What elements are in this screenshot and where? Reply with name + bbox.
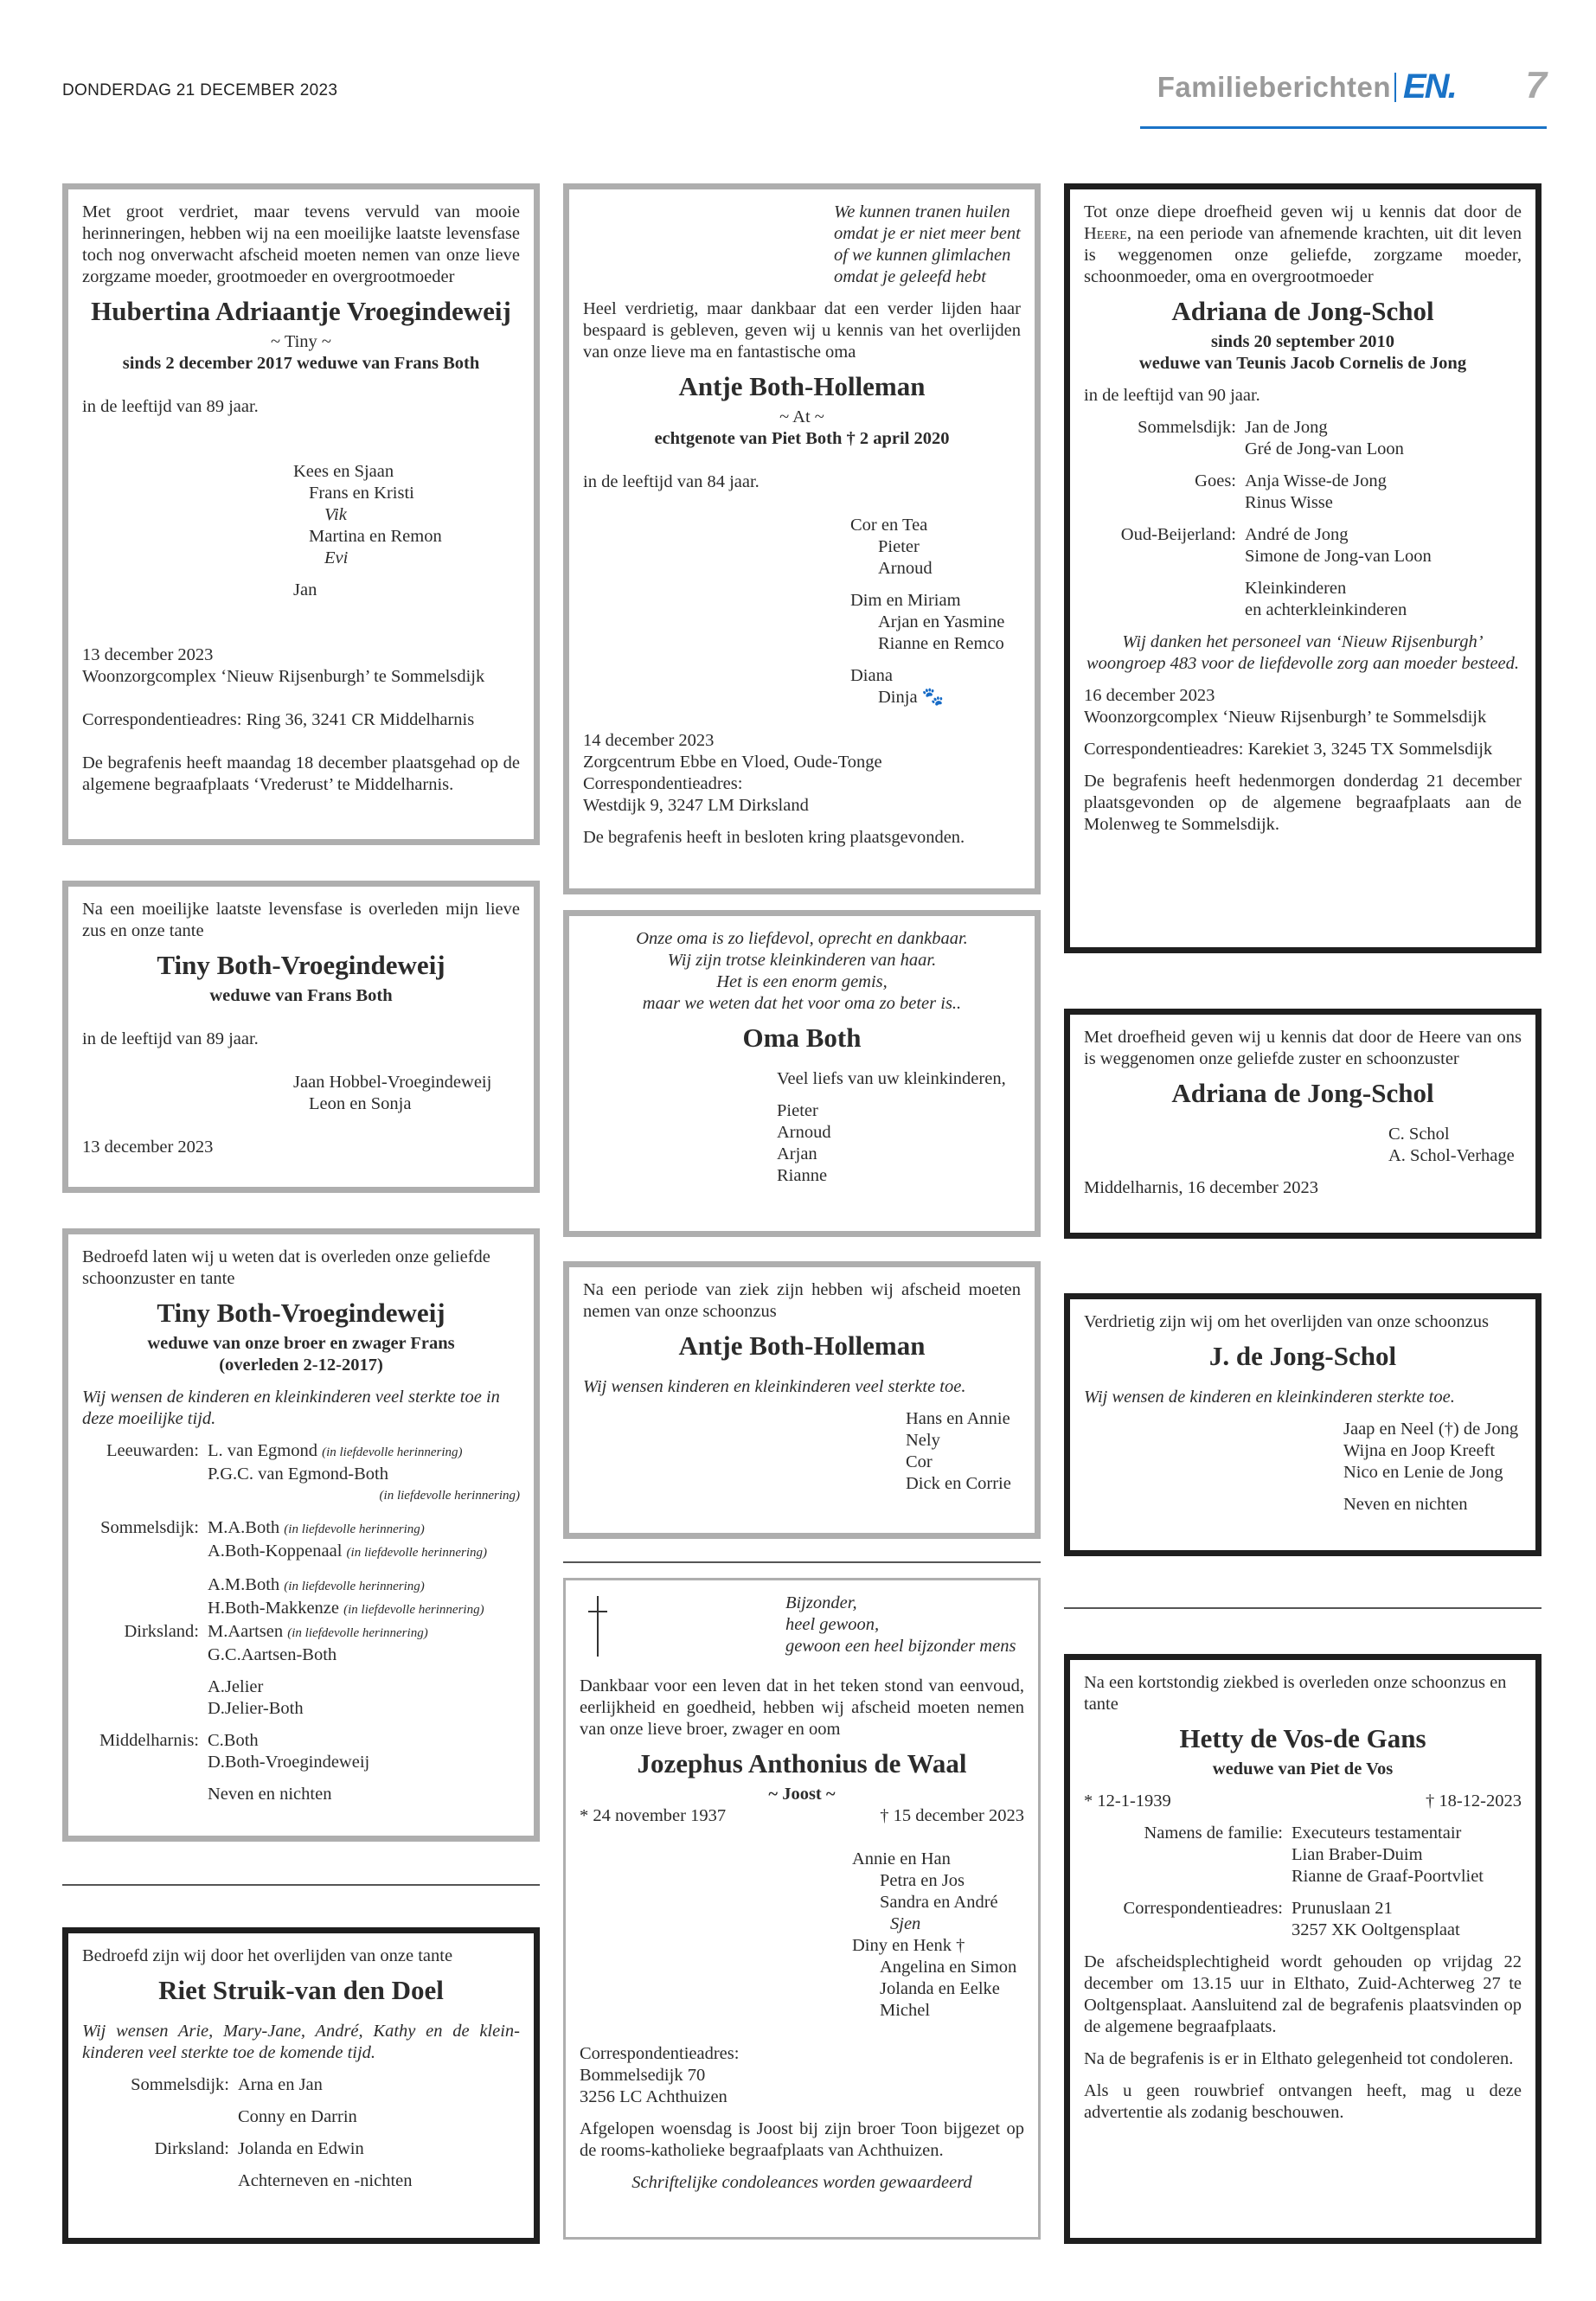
deceased-name: Riet Struik-van den Doel xyxy=(158,1975,444,2005)
family-member: Gré de Jong-van Loon xyxy=(1245,439,1404,458)
funeral-note: De begrafenis heeft in besloten kring plaatsgevonden. xyxy=(583,828,965,847)
family-member: Dim en Miriam xyxy=(850,591,961,610)
obituary-de-vos xyxy=(1064,1654,1542,2244)
poem-line: omdat je geleefd hebt xyxy=(834,267,986,286)
condolence-note: Na de begrafenis is er in Elthato gelegenheid tot condoleren. xyxy=(1084,2049,1514,2068)
deceased-name: Antje Both-Holleman xyxy=(678,1330,926,1361)
place-label: Dirksland: xyxy=(154,2139,229,2158)
place-label: Dirksland: xyxy=(124,1622,199,1641)
family-member: H.Both-Makkenze xyxy=(208,1599,339,1618)
poem xyxy=(583,928,1021,1015)
obituary-vroegindeweij-family xyxy=(62,183,540,845)
family-member: Pieter xyxy=(878,537,920,556)
family-member: Jan xyxy=(293,580,317,599)
widow-note: sinds 2 december 2017 weduwe van Frans Both xyxy=(122,354,480,373)
family-member: Hans en Annie xyxy=(906,1409,1010,1428)
place-label: Sommelsdijk: xyxy=(1138,418,1236,437)
poem-line: of we kunnen glimlachen xyxy=(834,246,1011,265)
deceased-name: Hetty de Vos-de Gans xyxy=(1179,1723,1426,1753)
ad-intro: Heel verdrietig, maar dankbaar dat een verder lijden haar bespaard is gebleven, geven wij u kennis van het overlijden van onze lieve ma en fantastische oma xyxy=(583,299,1021,362)
memory-note: (in liefdevolle herinnering) xyxy=(284,1580,425,1593)
obituary-de-waal xyxy=(563,1578,1041,2240)
poem-line: Bijzonder, xyxy=(785,1593,857,1612)
label: Namens de familie: xyxy=(1144,1823,1283,1843)
ad-intro: Bedroefd laten wij u weten dat is overleden onze geliefde schoonzuster en tante xyxy=(82,1247,490,1288)
correspondence: Correspondentieadres: Karekiet 3, 3245 TX Sommelsdijk xyxy=(1084,740,1493,759)
family-member: A. Schol-Verhage xyxy=(1388,1146,1515,1165)
farewell-note: De afscheidsplechtigheid wordt gehouden op vrijdag 22 december om 13.15 uur in Elthato, Zuid-Achterweg 27 te Ooltgensplaat. Aansluitend zal de begrafenis plaatsvinden op de algemene begraafplaats. xyxy=(1084,1952,1522,2036)
obituary-struik xyxy=(62,1927,540,2244)
poem-line: Onze oma is zo liefdevol, oprecht en dankbaar. xyxy=(636,929,968,948)
poem-line: Wij zijn trotse kleinkinderen van haar. xyxy=(667,951,937,970)
date: 16 december 2023 xyxy=(1084,686,1215,705)
obituary-jong-schol-in-law xyxy=(1064,1293,1542,1556)
memory-note: (in liefdevolle herinnering) xyxy=(322,1445,463,1459)
obituary-both-holleman-family xyxy=(563,183,1041,894)
poem-line: heel gewoon, xyxy=(785,1615,880,1634)
obituary-siblings xyxy=(1064,1009,1542,1239)
column-divider xyxy=(563,1561,1041,1563)
correspondence: Prunuslaan 21 xyxy=(1292,1899,1393,1918)
place-label: Oud-Beijerland: xyxy=(1120,525,1236,544)
family-member: Frans en Kristi xyxy=(309,484,414,503)
poem-line: omdat je er niet meer bent xyxy=(834,224,1021,243)
family-member: Vik xyxy=(324,505,347,524)
poem xyxy=(785,1593,1016,1657)
deceased-name: Jozephus Anthonius de Waal xyxy=(637,1748,967,1779)
deceased-name: J. de Jong-Schol xyxy=(1208,1341,1397,1371)
family-member: Leon en Sonja xyxy=(309,1094,412,1113)
family-member: Rinus Wisse xyxy=(1245,493,1333,512)
family-member: Annie en Han xyxy=(852,1849,951,1868)
place-label: Goes: xyxy=(1195,471,1236,490)
widow-note: weduwe van onze broer en zwager Frans xyxy=(147,1334,455,1353)
ad-intro: Dankbaar voor een leven dat in het teken stond van eenvoud, eerlijkheid en goedheid, hebben wij afscheid moeten nemen van onze lieve broer, zwager en oom xyxy=(580,1676,1024,1739)
widow-date: sinds 20 september 2010 xyxy=(1210,332,1395,351)
thanks-note: Wij danken het personeel van ‘Nieuw Rijsenburgh’ woongroep 483 voor de liefdevolle zorg aan moeder besteed. xyxy=(1086,632,1520,673)
family-member: Simone de Jong-van Loon xyxy=(1245,547,1432,566)
memory-note: (in liefdevolle herinnering) xyxy=(379,1489,520,1503)
funeral-note: De begrafenis heeft hedenmorgen donderdag 21 december plaatsgevonden op de algemene begraafplaats aan de Molenweg te Sommelsdijk. xyxy=(1084,772,1522,834)
family-member: Rianne xyxy=(777,1166,828,1185)
family-member: Martina en Remon xyxy=(309,527,442,546)
obituary-sister xyxy=(62,881,540,1193)
deceased-name: Tiny Both-Vroegindeweij xyxy=(157,950,445,980)
memory-note: (in liefdevolle herinnering) xyxy=(343,1603,484,1617)
ad-intro: Bedroefd zijn wij door het overlijden van onze tante xyxy=(82,1946,453,1965)
family-member: M.Aartsen xyxy=(208,1622,284,1641)
family-member: L. van Egmond xyxy=(208,1441,317,1460)
correspondence: Correspondentieadres: Ring 36, 3241 CR Middelharnis xyxy=(82,710,475,729)
family-member: D.Jelier-Both xyxy=(208,1699,304,1718)
death-date: † 18-12-2023 xyxy=(1425,1791,1522,1811)
family-member: Jaan Hobbel-Vroegindeweij xyxy=(293,1073,492,1092)
family-member: Dinja xyxy=(878,688,918,707)
family-member: Pieter xyxy=(777,1101,818,1120)
family-member: Arjan en Yasmine xyxy=(878,612,1005,631)
notice-note: Als u geen rouwbrief ontvangen heeft, mag u deze advertentie als zodanig beschouwen. xyxy=(1084,2081,1522,2122)
memory-note: (in liefdevolle herinnering) xyxy=(346,1546,487,1560)
family-member: Kleinkinderen xyxy=(1245,579,1347,598)
ad-intro: Met groot verdriet, maar tevens vervuld van mooie herinneringen, hebben wij na een moeilijke laatste levensfase toch nog onverwacht afscheid moeten nemen van onze lieve zorgzame moeder, grootmoeder en overgrootmoeder xyxy=(82,202,520,286)
death-note: (overleden 2-12-2017) xyxy=(219,1356,383,1375)
family-member: Wijna en Joop Kreeft xyxy=(1343,1441,1496,1460)
place-label: Sommelsdijk: xyxy=(131,2075,229,2094)
family-member: Lian Braber-Duim xyxy=(1292,1845,1423,1864)
memory-note: (in liefdevolle herinnering) xyxy=(284,1522,425,1536)
ad-intro: Na een kortstondig ziekbed is overleden onze schoonzus en tante xyxy=(1084,1673,1507,1714)
place: Woonzorgcomplex ‘Nieuw Rijsenburgh’ te Sommelsdijk xyxy=(1084,708,1487,727)
obituary-in-laws xyxy=(62,1228,540,1842)
place: Zorgcentrum Ebbe en Vloed, Oude-Tonge xyxy=(583,753,882,772)
column-divider xyxy=(1064,1607,1542,1609)
family-member: A.Jelier xyxy=(208,1677,264,1696)
funeral-note: De begrafenis heeft maandag 18 december plaatsgehad op de algemene begraafplaats ‘Vrederust’ te Middelharnis. xyxy=(82,753,520,794)
date: 13 december 2023 xyxy=(82,645,214,664)
age: in de leeftijd van 84 jaar. xyxy=(583,472,760,491)
family-member: Sjen xyxy=(890,1914,921,1933)
section-title: Familieberichten xyxy=(1157,71,1391,103)
family-member: Conny en Darrin xyxy=(238,2107,357,2126)
ad-intro: Na een periode van ziek zijn hebben wij afscheid moeten nemen van onze schoonzus xyxy=(583,1280,1021,1321)
poem-line: gewoon een heel bijzonder mens xyxy=(785,1637,1016,1656)
family-member: Kees en Sjaan xyxy=(293,462,394,481)
nickname: ~ Tiny ~ xyxy=(270,332,332,351)
family-member: André de Jong xyxy=(1245,525,1349,544)
funeral-note: Afgelopen woensdag is Joost bij zijn broer Toon bijgezet op de rooms-katholieke begraafplaats van Achthuizen. xyxy=(580,2119,1024,2160)
place: Woonzorgcomplex ‘Nieuw Rijsenburgh’ te Sommelsdijk xyxy=(82,667,485,686)
place-label: Sommelsdijk: xyxy=(100,1518,199,1537)
age: in de leeftijd van 90 jaar. xyxy=(1084,386,1260,405)
family-member: Petra en Jos xyxy=(880,1871,965,1890)
family-member: Nely xyxy=(906,1431,940,1450)
death-date: † 15 december 2023 xyxy=(880,1806,1024,1825)
intro-text: Heere xyxy=(1084,224,1127,243)
obituary-sister-in-law xyxy=(563,1261,1041,1539)
wish: Wij wensen kinderen en kleinkinderen veel sterkte toe. xyxy=(583,1377,966,1396)
header-separator xyxy=(1394,73,1396,102)
page-header xyxy=(1140,64,1547,130)
family-member: A.M.Both xyxy=(208,1575,280,1594)
intro-text: , na een periode van afnemende krachten, uit dit leven is weggenomen onze geliefde, zorgzame moeder, schoonmoeder, oma en overgrootmoeder xyxy=(1084,224,1522,286)
family-member: G.C.Aartsen-Both xyxy=(208,1645,337,1664)
ad-intro: Met droefheid geven wij u kennis dat door de Heere van ons is weggenomen onze geliefde zuster en schoonzuster xyxy=(1084,1028,1522,1068)
family-member: Evi xyxy=(324,548,349,567)
correspondence: Bommelsedijk 70 xyxy=(580,2066,706,2085)
age: in de leeftijd van 89 jaar. xyxy=(82,1029,259,1048)
family-member: Neven en nichten xyxy=(1343,1495,1468,1514)
obituary-grandchildren xyxy=(563,910,1041,1237)
newspaper-date: DONDERDAG 21 DECEMBER 2023 xyxy=(62,81,338,99)
family-member: P.G.C. van Egmond-Both xyxy=(208,1465,388,1484)
deceased-name: Hubertina Adriaantje Vroegindeweij xyxy=(91,296,511,326)
widow-note: weduwe van Teunis Jacob Cornelis de Jong xyxy=(1138,354,1467,373)
family-member: Arna en Jan xyxy=(238,2075,323,2094)
family-member: Arnoud xyxy=(777,1123,831,1142)
family-member: M.A.Both xyxy=(208,1518,280,1537)
place-label: Middelharnis: xyxy=(99,1731,199,1750)
deceased-name: Adriana de Jong-Schol xyxy=(1171,296,1434,326)
correspondence: 3256 LC Achthuizen xyxy=(580,2087,727,2106)
header-rule xyxy=(1140,126,1547,129)
correspondence: Westdijk 9, 3247 LM Dirksland xyxy=(583,796,809,815)
correspondence-label: Correspondentieadres: xyxy=(580,2044,740,2063)
date: 13 december 2023 xyxy=(82,1138,214,1157)
spouse-note: echtgenote van Piet Both † 2 april 2020 xyxy=(654,429,950,448)
cross-icon xyxy=(588,1596,607,1657)
family-member: C. Schol xyxy=(1388,1125,1450,1144)
family-member: Anja Wisse-de Jong xyxy=(1245,471,1387,490)
wish: Wij wensen de kinderen en kleinkinderen veel sterkte toe in deze moeilijke tijd. xyxy=(82,1388,500,1428)
family-member: Rianne en Remco xyxy=(878,634,1004,653)
family-member: A.Both-Koppenaal xyxy=(208,1541,343,1561)
date: Middelharnis, 16 december 2023 xyxy=(1084,1178,1318,1197)
ad-intro: Verdrietig zijn wij om het overlijden van onze schoonzus xyxy=(1084,1312,1489,1331)
family-member: Cor en Tea xyxy=(850,516,928,535)
widow-note: weduwe van Frans Both xyxy=(209,986,393,1005)
family-member: Executeurs testamentair xyxy=(1292,1823,1462,1843)
deceased-name: Oma Both xyxy=(742,1022,862,1053)
intro-text: Tot onze diepe droefheid geven wij u kennis dat door de xyxy=(1084,202,1522,221)
family-member: Achterneven en -nichten xyxy=(238,2171,413,2190)
ad-intro xyxy=(1084,202,1522,288)
deceased-name: Tiny Both-Vroegindeweij xyxy=(157,1298,445,1328)
family-member: Arnoud xyxy=(878,559,933,578)
family-member: Sandra en André xyxy=(880,1893,998,1912)
poem xyxy=(583,202,1021,288)
family-member: Diana xyxy=(850,666,893,685)
birth-date: * 24 november 1937 xyxy=(580,1806,727,1825)
memory-note: (in liefdevolle herinnering) xyxy=(287,1626,428,1640)
nickname: ~ Joost ~ xyxy=(768,1785,836,1804)
column-divider xyxy=(62,1884,540,1886)
birth-date: * 12-1-1939 xyxy=(1084,1791,1171,1811)
family-member: Arjan xyxy=(777,1144,817,1163)
family-member: Angelina en Simon xyxy=(880,1958,1017,1977)
family-member: D.Both-Vroegindeweij xyxy=(208,1753,370,1772)
family-member: Jolanda en Eelke xyxy=(880,1979,1000,1998)
newspaper-logo: EN. xyxy=(1403,67,1456,106)
wish: Wij wensen Arie, Mary-Jane, André, Kathy en de klein-kinderen veel sterkte toe de komende tijd. xyxy=(82,2022,520,2062)
closing-line: Schriftelijke condoleances worden gewaardeerd xyxy=(631,2173,972,2192)
family-member: en achterkleinkinderen xyxy=(1245,600,1407,619)
family-member: C.Both xyxy=(208,1731,259,1750)
ad-intro: Na een moeilijke laatste levensfase is overleden mijn lieve zus en onze tante xyxy=(82,900,520,940)
family-member: Jaap en Neel (†) de Jong xyxy=(1343,1420,1519,1439)
widow-note: weduwe van Piet de Vos xyxy=(1212,1759,1394,1779)
nickname: ~ At ~ xyxy=(779,407,824,426)
family-member: Rianne de Graaf-Poortvliet xyxy=(1292,1867,1484,1886)
age: in de leeftijd van 89 jaar. xyxy=(82,397,259,416)
closing-line: Neven en nichten xyxy=(208,1785,332,1804)
correspondence: 3257 XK Ooltgensplaat xyxy=(1292,1920,1460,1939)
family-member: Michel xyxy=(880,2001,931,2020)
family-member: Cor xyxy=(906,1452,933,1471)
poem-line: Het is een enorm gemis, xyxy=(716,972,888,991)
family-member: Nico en Lenie de Jong xyxy=(1343,1463,1503,1482)
family-member: Jolanda en Edwin xyxy=(238,2139,364,2158)
correspondence-label: Correspondentieadres: xyxy=(583,774,743,793)
poem-line: maar we weten dat het voor oma zo beter is.. xyxy=(642,994,962,1013)
obituary-de-jong-schol-family xyxy=(1064,183,1542,953)
closing-line: Veel liefs van uw kleinkinderen, xyxy=(777,1069,1006,1088)
date: 14 december 2023 xyxy=(583,731,715,750)
deceased-name: Adriana de Jong-Schol xyxy=(1171,1078,1434,1108)
family-member: Diny en Henk † xyxy=(852,1936,965,1955)
label: Correspondentieadres: xyxy=(1123,1899,1283,1918)
place-label: Leeuwarden: xyxy=(106,1441,199,1460)
paw-icon: 🐾 xyxy=(921,688,945,707)
page-number: 7 xyxy=(1525,64,1547,106)
family-member: Jan de Jong xyxy=(1245,418,1328,437)
family-member: Dick en Corrie xyxy=(906,1474,1011,1493)
wish: Wij wensen de kinderen en kleinkinderen sterkte toe. xyxy=(1084,1388,1455,1407)
deceased-name: Antje Both-Holleman xyxy=(678,371,926,401)
poem-line: We kunnen tranen huilen xyxy=(834,202,1010,221)
family-list xyxy=(82,461,520,601)
